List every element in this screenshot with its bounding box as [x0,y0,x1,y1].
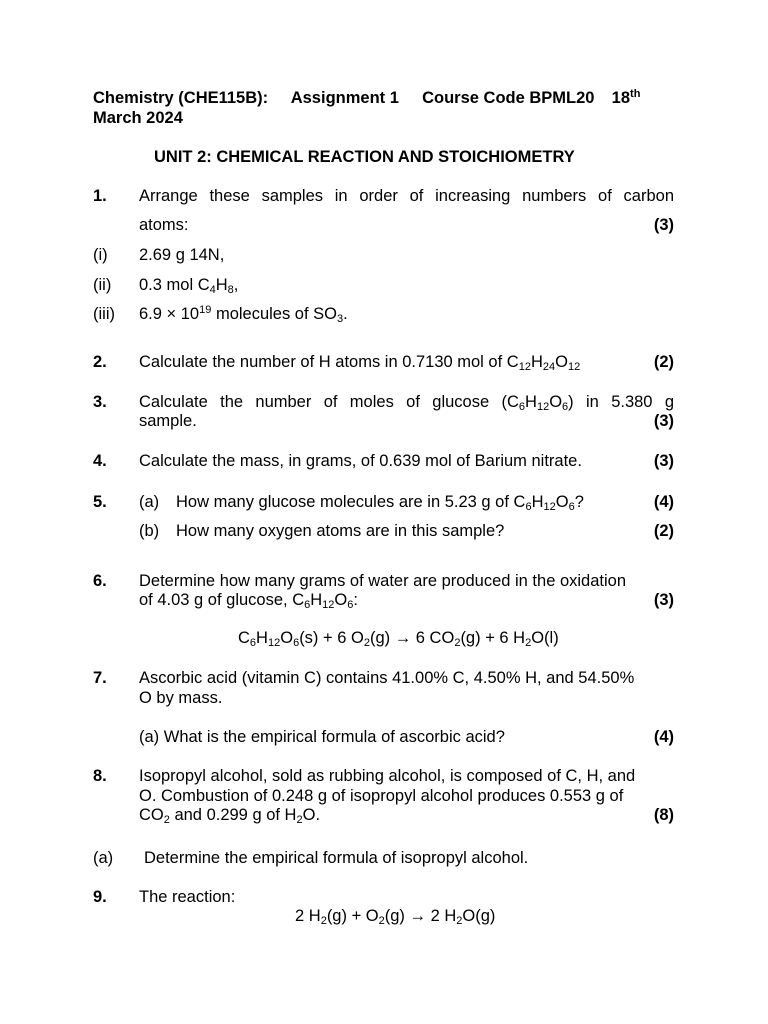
q1-item-text: 2.69 g 14N, [139,246,225,264]
q2-marks: (2) [653,353,674,371]
q6-marks: (3) [653,591,674,609]
q7a-text: (a) What is the empirical formula of ascorbic acid? [139,728,505,746]
q4-number: 4. [93,452,107,470]
q8-number: 8. [93,767,107,785]
header-date-suffix: th [630,88,641,100]
q2-number: 2. [93,353,107,371]
q8-text-line3: $CO_2$ and 0.299 g of $H_2O$. [139,806,321,826]
q7-text-line2: O by mass. [139,689,223,707]
q1-text-line2: atoms: [139,216,189,234]
header-line-1 [93,88,676,108]
q8a-label: (a) [93,849,114,867]
q1-item-label: (ii) [93,276,112,294]
header-course-code: Course Code BPML20 [422,89,595,107]
header-date-month: March 2024 [93,109,183,127]
q5a-marks: (4) [653,493,674,511]
q7-number: 7. [93,669,107,687]
q3-text-line1: Calculate the number of moles of glucose $(C_6H_{12}O_6)$ in 5.380 g [139,393,675,413]
q8-text-line1: Isopropyl alcohol, sold as rubbing alcohol, is composed of C, H, and [139,767,636,785]
q5b-text: How many oxygen atoms are in this sample? [176,522,505,540]
q6-number: 6. [93,572,107,590]
q7-text-line1: Ascorbic acid (vitamin C) contains 41.00% C, 4.50% H, and 54.50% [139,669,635,687]
header-course: Chemistry (CHE115B): [93,89,269,107]
q9-number: 9. [93,888,107,906]
q5b-marks: (2) [653,522,674,540]
q5b-label: (b) [139,522,160,540]
q5-number: 5. [93,493,107,511]
q1-text-line1: Arrange these samples in order of increasing numbers of carbon [139,187,674,205]
q5a-text: How many glucose molecules are in 5.23 g of $C_6H_{12}O_6$? [176,493,584,513]
q1-item-text: 0.3 mol $C_4H_8$, [139,276,239,296]
q2-text: Calculate the number of H atoms in 0.7130 mol of $C_{12}H_{24}O_{12}$ [139,353,581,373]
q6-text-line1: Determine how many grams of water are produced in the oxidation [139,572,626,590]
q8a-text: Determine the empirical formula of isopropyl alcohol. [144,849,529,867]
q8-marks: (8) [653,806,674,824]
q6-equation: $C_6H_{12}O_6(s) + 6$ $O_2(g) \to 6$ $CO_2(g) + 6$ $H_2O(l)$ [238,629,559,649]
q3-marks: (3) [653,412,674,430]
q4-text: Calculate the mass, in grams, of 0.639 mol of Barium nitrate. [139,452,582,470]
q1-marks: (3) [653,216,674,234]
q4-marks: (3) [653,452,674,470]
q1-number: 1. [93,187,107,205]
header-assignment: Assignment 1 [290,89,399,107]
header-date-day: 18 [611,89,631,107]
q9-equation: 2 $H_2(g) + O_2(g) \to 2$ $H_2O(g)$ [295,907,496,927]
q3-text-line2: sample. [139,412,197,430]
q3-number: 3. [93,393,107,411]
unit-title: UNIT 2: CHEMICAL REACTION AND STOICHIOMETRY [154,148,575,166]
q8-text-line2: O. Combustion of 0.248 g of isopropyl alcohol produces 0.553 g of [139,787,624,805]
q6-text-line2: of 4.03 g of glucose, $C_6H_{12}O_6$: [139,591,358,611]
q1-item-label: (i) [93,246,108,264]
q5a-label: (a) [139,493,160,511]
q1-item-text: $6.9 \times 10^{19}$ molecules of $SO_3$. [139,304,348,325]
q9-text-line1: The reaction: [139,888,236,906]
q1-item-label: (iii) [93,305,115,323]
q7a-marks: (4) [653,728,674,746]
